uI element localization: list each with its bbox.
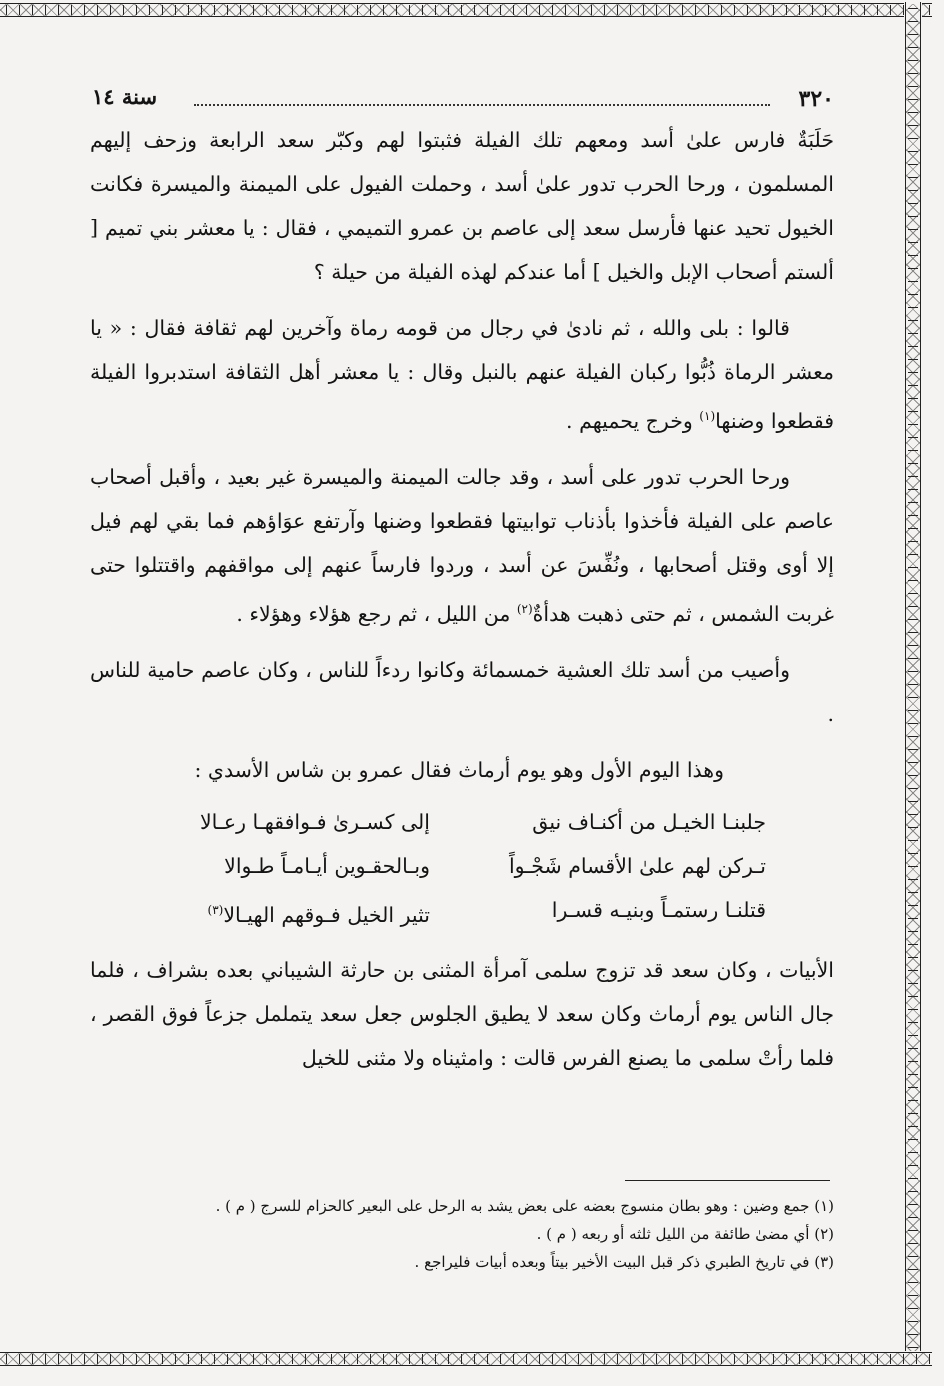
paragraph-1: حَلَبَةٌ فارس علىٰ أسد ومعهم تلك الفيلة فثبتوا لهم وكبّر سعد الرابعة وزحف إليهم المسلمون ، ورحا الحرب تدور علىٰ أسد ، وحملت الفيول على الميمنة والميسرة فكانت الخيول تحيد عنها فأرسل سعد إلى عاصم بن عمرو التميمي ، فقال : يا معشر بني تميم [ ألستم أصحاب الإبل والخيل ] أما عندكم لهذه الفيلة من حيلة ؟ <box>90 128 835 284</box>
footnote-1: (١) جمع وضين : وهو بطان منسوج بعضه على بعض يشد به الرحل على البعير كالحزام للسرج ( م ) . <box>215 1197 834 1215</box>
border-top-pattern <box>0 4 930 16</box>
verse-first-hemistich: قتلنـا رستمـاً وبنيـه قسـرا <box>551 897 766 922</box>
page-number: ٣٢٠ <box>798 86 834 112</box>
verse-first-hemistich: جلبنـا الخيـل من أكنـاف نيق <box>532 809 766 834</box>
paragraph-5: الأبيات ، وكان سعد قد تزوج سلمى آمرأة المثنى بن حارثة الشيباني بعده بشراف ، فلما جال الناس يوم أرماث وكان سعد لا يطيق الجلوس جعل سعد يتململ جزعاً فوق القصر ، فلما رأتْ سلمى ما يصنع الفرس قالت : وامثيناه ولا مثنى للخيل <box>90 958 834 1071</box>
verse-second-hemistich-text: تثير الخيل فـوقهم الهيـالا <box>223 902 430 927</box>
verse-second-hemistich <box>90 888 430 937</box>
poem <box>90 800 834 937</box>
verse-second-hemistich: إلى كسـرىٰ فـوافقهـا رعـالا <box>199 809 430 834</box>
verse-line <box>90 888 834 937</box>
verse-line <box>90 844 834 888</box>
border-bottom-ornament <box>0 1351 932 1367</box>
verse-introduction: وهذا اليوم الأول وهو يوم أرماث فقال عمرو بن شاس الأسدي : <box>194 757 724 782</box>
verse-first-hemistich: تـركن لهم علىٰ الأقسام شَجْـواً <box>508 853 766 878</box>
border-right-pattern <box>906 4 920 1365</box>
paragraph-2-text-a: قالوا : بلى والله ، ثم نادىٰ في رجال من قومه رماة وآخرين لهم ثقافة فقال : « يا معشر الرماة ذُبُّوا ركبان الفيلة عنهم بالنبل وقال : يا معشر أهل الثقافة استدبروا الفيلة فقطعوا وضنها <box>90 316 834 433</box>
running-head <box>90 78 834 118</box>
border-top-ornament <box>0 2 932 18</box>
paragraph-2 <box>90 306 834 443</box>
running-title: سنة ١٤ <box>92 84 158 109</box>
border-right-ornament <box>904 2 922 1367</box>
footnote-3: (٣) في تاريخ الطبري ذكر قبل البيت الأخير بيتاً وبعده أبيات فليراجع . <box>414 1253 834 1271</box>
header-dotted-leader <box>194 104 770 106</box>
footnote-ref-3: (٣) <box>207 902 224 917</box>
paragraph-3 <box>90 455 834 636</box>
footnote-2: (٢) أي مضىٰ طائفة من الليل ثلثه أو ربعه ( م ) . <box>536 1225 834 1243</box>
footnote-ref-1: (١) <box>699 409 716 423</box>
paragraph-3-text-b: من الليل ، ثم رجع هؤلاء وهؤلاء . <box>236 601 517 626</box>
verse-line <box>90 800 834 844</box>
verse-second-hemistich: وبـالحقـوين أيـامـاً طـوالا <box>224 853 430 878</box>
page-content <box>90 78 834 1080</box>
paragraph-2-text-b: وخرج يحميهم . <box>566 408 700 433</box>
footnotes <box>90 1192 834 1276</box>
border-bottom-pattern <box>0 1353 930 1365</box>
footnote-separator <box>625 1180 830 1181</box>
paragraph-3-text-a: ورحا الحرب تدور على أسد ، وقد جالت الميمنة والميسرة غير بعيد ، وأقبل أصحاب عاصم على الفيلة فأخذوا بأذناب توابيتها فقطعوا وضنها وآرتفع عوَاؤهم فما بقي لهم فيل إلا أوى وقتل أصحابها ، ونُفِّسَ عن أسد ، وردوا فارساً عنهم إلى مواقفهم واقتتلوا حتى غربت الشمس ، ثم حتى ذهبت هدأةٌ <box>90 464 834 626</box>
footnote-ref-2: (٢) <box>516 601 533 616</box>
paragraph-4: وأصيب من أسد تلك العشية خمسمائة وكانوا ردءاً للناس ، وكان عاصم حامية للناس . <box>90 657 834 726</box>
